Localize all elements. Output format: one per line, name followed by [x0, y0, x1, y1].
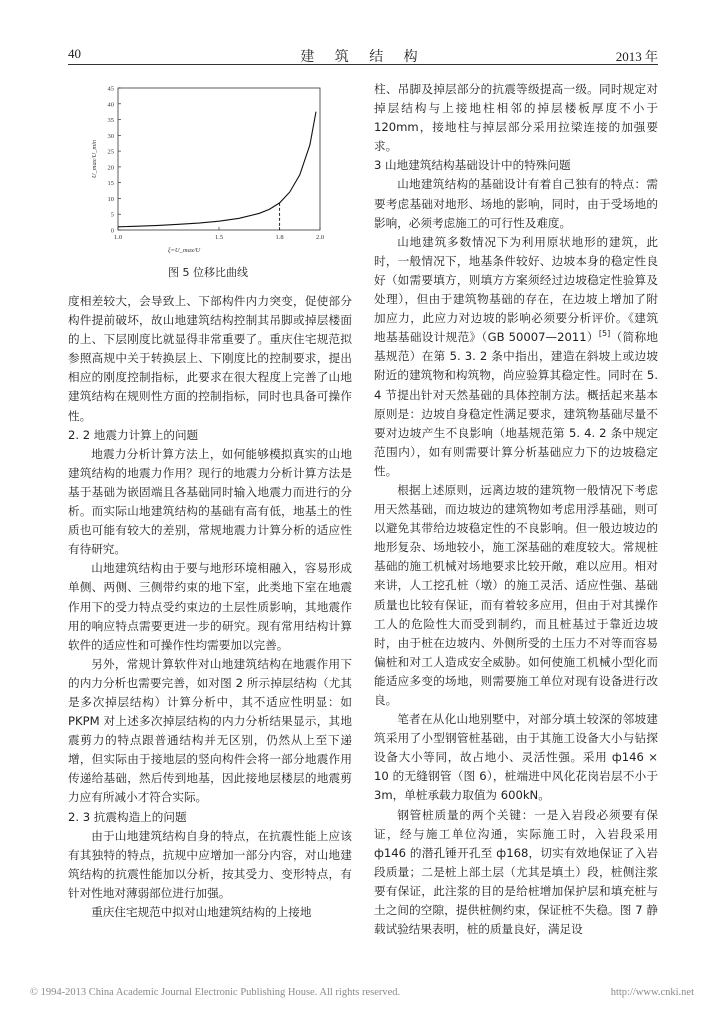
paragraph: 由于山地建筑结构自身的特点，在抗震性能上应该有其独特的特点，抗规中应增加一部分内容，对山地建筑结构的抗震性能加以分析，按其受力、变形特点，有针对性地对薄弱部位进行加强。 [68, 828, 352, 900]
y-tick-label: 45 [107, 85, 114, 93]
y-tick-label: 30 [107, 132, 114, 140]
paragraph: 柱、吊脚及掉层部分的抗震等级提高一级。同时规定对掉层结构与上接地柱相邻的掉层楼板厚度不小于 120mm，接地柱与掉层部分采用拉梁连接的加强要求。 [374, 82, 658, 154]
paragraph: 笔者在从化山地别墅中，对部分填土较深的邻坡建筑采用了小型钢管桩基础，由于其施工设备大小与钻探设备大小等同，故占地小、灵活性强。采用 ф146 × 10 的无缝钢管（图 6），桩端进中风化花岗岩层不小于 3m，单桩承载力取值为 600kN。 [374, 712, 658, 803]
paragraph: 度相差较大，会导致上、下部构件内力突变，促使部分构件提前破坏，故山地建筑结构控制其吊脚或掉层楼面的上、下层刚度比就显得非常重要了。重庆住宅规范拟参照高规中关于转换层上、下刚度比的控制要求，提出相应的刚度控制指标，此要求在很大程度上完善了山地建筑结构在规则性方面的控制指标，同时也具备可操作性。 [68, 294, 352, 423]
page-footer [30, 987, 694, 998]
y-axis-label: U_max/U_min [91, 139, 98, 179]
y-tick-label: 35 [107, 117, 114, 125]
x-tick-label: 1.0 [113, 234, 123, 241]
paragraph: 重庆住宅规范中拟对山地建筑结构的上接地 [91, 905, 312, 919]
displacement-ratio-chart [70, 80, 350, 260]
figure-caption: 图 5 位移比曲线 [168, 266, 248, 279]
y-tick-label: 15 [107, 180, 114, 188]
x-tick-label: 1.8 [275, 234, 284, 241]
paragraph-text: （简称地基规范）在第 5. 3. 2 条中指出，建造在斜坡上或边坡附近的建筑物和构筑物，尚应验算其稳定性。同时在 5. 4 节提出针对天然基础的具体控制方法。概括起来基本原则是：边坡自身稳定性满足要求，建筑物基础尽量不要对边坡产生不良影响（地基规范第 5. 4. 2 条中规定范围内），如有则需要计算分析基础应力下的边坡稳定性。 [374, 330, 658, 478]
left-column [68, 292, 352, 922]
header-rule [68, 64, 658, 65]
x-axis-label: ξ=U_max/U [167, 247, 201, 254]
section-heading-2-3: 2. 3 抗震构造上的问题 [68, 809, 187, 824]
y-tick-label: 20 [107, 164, 114, 172]
paragraph [374, 233, 658, 481]
issue-year: 2013 年 [615, 49, 658, 64]
page-number: 40 [68, 46, 81, 61]
paragraph: 另外，常规计算软件对山地建筑结构在地震作用下的内力分析也需要完善，如对图 2 所示掉层结构（尤其是多次掉层结构）计算分析中，其不适应性明显：如 PKPM 对上述多次掉层结构的内力分析结果显示，其地震剪力的特点跟普通结构并无区别，仍然从上至下递增，但实际由于接地层的竖向构件会将一部分地震作用传递给基础，然后传到地基，因此接地层楼层的地震剪力应有所减小才符合实际。 [68, 656, 352, 805]
footer-url[interactable]: http://www.cnki.net [610, 987, 694, 998]
y-tick-label: 0 [110, 227, 114, 235]
displacement-ratio-curve [118, 112, 316, 227]
paragraph: 地震力分析计算方法上，如何能够模拟真实的山地建筑结构的地震力作用？现行的地震力分析计算方法是基于基础为嵌固端且各基础同时输入地震力而进行的分析。而实际山地建筑结构的基础有高有低，地基土的性质也可能有较大的差别，常规地震力计算分析的适应性有待研究。 [68, 446, 352, 557]
y-tick-label: 25 [107, 148, 114, 156]
paragraph: 山地建筑结构由于要与地形环境相融入，容易形成单侧、两侧、三侧带约束的地下室，此类地下室在地震作用下的受力特点受约束边的土层性质影响，其地震作用的响应特点需要更进一步的研究。现有常用结构计算软件的适应性和可操作性均需要加以完善。 [68, 561, 352, 652]
y-tick-label: 40 [107, 101, 114, 109]
section-heading-3: 3 山地建筑结构基础设计中的特殊问题 [374, 158, 571, 173]
journal-title: 建 筑 结 构 [300, 49, 426, 65]
paragraph-text: 山地建筑多数情况下为利用原状地形的建筑，此时，一般情况下，地基条件较好、边坡本身的稳定性良好（如需要填方，则填方方案须经过边坡稳定性验算及处理），但由于建筑物基础的存在，在边坡上增加了附加应力，此应力对边坡的影响必须要分析评价。《建筑地基基础设计规范》（GB 50007—2011） [374, 234, 658, 345]
paragraph: 钢管桩质量的两个关键：一是入岩段必须要有保证，经与施工单位沟通，实际施工时，入岩段采用 ф146 的潜孔锤开孔至 ф168，切实有效地保证了入岩段质量；二是桩上部土层（尤其是填土）段，桩侧注浆要有保证，此注浆的目的是给桩增加保护层和填充桩与土之间的空隙，提供桩侧约束，保证桩不失稳。图 7 静载试验结果表明，桩的质量良好，满足设 [374, 807, 658, 937]
citation-ref[interactable]: [5] [598, 329, 611, 339]
plot-frame [118, 88, 320, 230]
paragraph: 根据上述原则，远离边坡的建筑物一般情况下考虑用天然基础，而边坡边的建筑物如考虑用浮基础，则可以避免其带给边坡稳定性的不良影响。但一般边坡边的地形复杂、场地较小，施工深基础的难度较大。常规桩基础的施工机械对场地要求比较开敞，难以应用。相对来讲，人工挖孔桩（墩）的施工灵活、适应性强、基础质量也比较有保证，而有着较多应用，但由于对其操作工人的危险性大而受到制约，而且桩基过于靠近边坡时，由于桩在边坡内、外侧所受的土压力不对等而容易偏桩和对工人造成安全威胁。如何使施工机械小型化而能适应多变的场地，则需要施工单位对现有设备进行改良。 [374, 482, 658, 707]
paragraph: 山地建筑结构的基础设计有着自己独有的特点：需要考虑基础对地形、场地的影响，同时，由于受场地的影响，必须考虑施工的可行性及难度。 [374, 177, 658, 230]
y-tick-label: 10 [107, 195, 114, 203]
copyright-notice: © 1994-2013 China Academic Journal Electronic Publishing House. All rights reserved. [30, 987, 401, 998]
running-header [68, 46, 658, 64]
x-tick-label: 1.5 [214, 234, 224, 241]
section-heading-2-2: 2. 2 地震力计算上的问题 [68, 427, 199, 442]
y-tick-label: 5 [110, 211, 114, 219]
x-tick-label: 2.0 [315, 234, 325, 241]
right-column [374, 80, 658, 939]
